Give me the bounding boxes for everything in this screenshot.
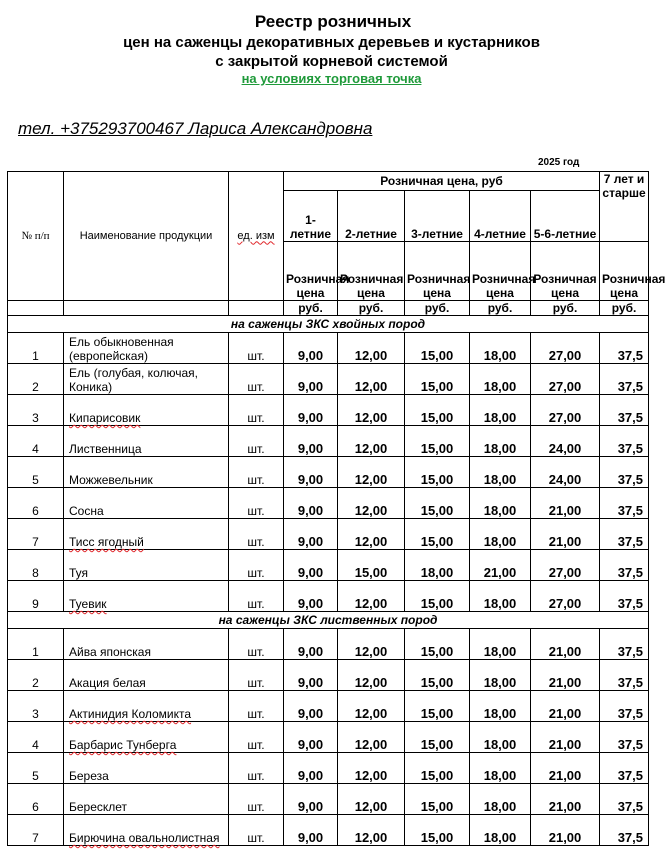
- row-number: 7: [8, 815, 64, 846]
- unit-cell: шт.: [229, 488, 284, 519]
- price-cell: 15,00: [405, 629, 470, 660]
- table-row: [8, 629, 649, 660]
- price-cell: 37,5: [600, 691, 649, 722]
- price-cell: 37,5: [600, 581, 649, 612]
- price-cell: 37,5: [600, 364, 649, 395]
- row-number: 4: [8, 426, 64, 457]
- price-cell: 15,00: [405, 426, 470, 457]
- unit-cell: шт.: [229, 815, 284, 846]
- unit-cell: шт.: [229, 550, 284, 581]
- price-cell: 9,00: [284, 457, 338, 488]
- document-title: [0, 12, 663, 87]
- contact-phone: тел. +375293700467 Лариса Александровна: [18, 119, 373, 138]
- price-cell: 15,00: [405, 519, 470, 550]
- header-age-5: 5-6-летние: [531, 191, 600, 242]
- price-cell: 37,5: [600, 457, 649, 488]
- price-cell: 18,00: [470, 722, 531, 753]
- price-cell: 9,00: [284, 395, 338, 426]
- price-cell: 15,00: [405, 364, 470, 395]
- table-row: [8, 426, 649, 457]
- table-row: [8, 519, 649, 550]
- price-cell: 12,00: [338, 333, 405, 364]
- price-cell: 18,00: [470, 629, 531, 660]
- price-cell: 15,00: [405, 395, 470, 426]
- header-unit-blank-1: [8, 301, 64, 316]
- price-cell: 12,00: [338, 784, 405, 815]
- price-cell: 9,00: [284, 426, 338, 457]
- price-cell: 15,00: [405, 581, 470, 612]
- section-title: на саженцы ЗКС лиственных пород: [8, 612, 649, 629]
- price-cell: 21,00: [531, 488, 600, 519]
- price-cell: 21,00: [531, 519, 600, 550]
- header-age-4: 4-летние: [470, 191, 531, 242]
- unit-cell: шт.: [229, 581, 284, 612]
- product-name: [64, 629, 229, 660]
- table-row: [8, 660, 649, 691]
- price-cell: 15,00: [405, 722, 470, 753]
- table-row: [8, 691, 649, 722]
- product-name-text: Туевик: [69, 597, 107, 611]
- product-name: [64, 457, 229, 488]
- title-line-1: Реестр розничных: [254, 12, 412, 31]
- price-cell: 12,00: [338, 488, 405, 519]
- currency-cell: руб.: [405, 301, 470, 316]
- unit-cell: шт.: [229, 722, 284, 753]
- price-cell: 37,5: [600, 519, 649, 550]
- product-name-text: Ель (голубая, колючая, Коника): [69, 366, 198, 394]
- price-cell: 12,00: [338, 660, 405, 691]
- price-cell: 27,00: [531, 550, 600, 581]
- price-cell: 24,00: [531, 426, 600, 457]
- price-cell: 37,5: [600, 722, 649, 753]
- price-cell: 18,00: [470, 488, 531, 519]
- header-sub-6: Розничная цена: [600, 242, 649, 301]
- price-cell: 37,5: [600, 753, 649, 784]
- table-row: [8, 550, 649, 581]
- price-cell: 37,5: [600, 815, 649, 846]
- header-sub-1: Розничная цена: [284, 242, 338, 301]
- header-age-2: 2-летние: [338, 191, 405, 242]
- currency-cell: руб.: [284, 301, 338, 316]
- price-cell: 21,00: [531, 691, 600, 722]
- product-name: [64, 550, 229, 581]
- product-name: [64, 395, 229, 426]
- price-cell: 21,00: [531, 815, 600, 846]
- section-header-row: [8, 316, 649, 333]
- currency-cell: руб.: [531, 301, 600, 316]
- price-cell: 21,00: [470, 550, 531, 581]
- product-name-text: Айва японская: [69, 645, 151, 659]
- price-cell: 37,5: [600, 395, 649, 426]
- price-cell: 9,00: [284, 629, 338, 660]
- unit-cell: шт.: [229, 333, 284, 364]
- product-name: [64, 488, 229, 519]
- product-name: [64, 519, 229, 550]
- row-number: 8: [8, 550, 64, 581]
- row-number: 6: [8, 784, 64, 815]
- unit-cell: шт.: [229, 691, 284, 722]
- row-number: 1: [8, 333, 64, 364]
- section-header-row: [8, 612, 649, 629]
- row-number: 2: [8, 660, 64, 691]
- product-name-text: Тисс ягодный: [69, 535, 144, 549]
- price-cell: 12,00: [338, 457, 405, 488]
- header-age-3: 3-летние: [405, 191, 470, 242]
- row-number: 7: [8, 519, 64, 550]
- currency-cell: руб.: [470, 301, 531, 316]
- table-row: [8, 333, 649, 364]
- product-name: [64, 815, 229, 846]
- price-cell: 12,00: [338, 629, 405, 660]
- header-unit-blank-2: [64, 301, 229, 316]
- product-name: [64, 784, 229, 815]
- unit-cell: шт.: [229, 457, 284, 488]
- price-cell: 18,00: [405, 550, 470, 581]
- price-cell: 12,00: [338, 519, 405, 550]
- product-name-text: Актинидия Коломикта: [69, 707, 192, 721]
- title-line-2: цен на саженцы декоративных деревьев и кустарников: [123, 34, 540, 51]
- price-cell: 15,00: [338, 550, 405, 581]
- price-cell: 24,00: [531, 457, 600, 488]
- price-cell: 9,00: [284, 550, 338, 581]
- product-name-text: Барбарис Тунберга: [69, 738, 177, 752]
- price-cell: 37,5: [600, 426, 649, 457]
- price-cell: 9,00: [284, 519, 338, 550]
- price-cell: 37,5: [600, 550, 649, 581]
- header-unit: [229, 172, 284, 301]
- product-name: [64, 753, 229, 784]
- price-cell: 12,00: [338, 426, 405, 457]
- price-cell: 9,00: [284, 581, 338, 612]
- price-cell: 18,00: [470, 519, 531, 550]
- header-age-6: 7 лет и старше: [600, 172, 649, 242]
- unit-cell: шт.: [229, 784, 284, 815]
- year-label: 2025 год: [538, 157, 580, 168]
- price-cell: 37,5: [600, 488, 649, 519]
- price-cell: 15,00: [405, 784, 470, 815]
- row-number: 5: [8, 753, 64, 784]
- price-cell: 18,00: [470, 426, 531, 457]
- header-sub-3: Розничная цена: [405, 242, 470, 301]
- row-number: 2: [8, 364, 64, 395]
- price-cell: 15,00: [405, 457, 470, 488]
- product-name: [64, 333, 229, 364]
- price-cell: 37,5: [600, 660, 649, 691]
- price-cell: 18,00: [470, 691, 531, 722]
- row-number: 6: [8, 488, 64, 519]
- section-title: на саженцы ЗКС хвойных пород: [8, 316, 649, 333]
- header-number: № п/п: [8, 172, 64, 301]
- price-cell: 9,00: [284, 815, 338, 846]
- price-cell: 37,5: [600, 784, 649, 815]
- price-cell: 9,00: [284, 691, 338, 722]
- product-name-text: Туя: [69, 566, 89, 580]
- price-cell: 9,00: [284, 488, 338, 519]
- product-name: [64, 426, 229, 457]
- unit-cell: шт.: [229, 660, 284, 691]
- table-row: [8, 457, 649, 488]
- header-sub-5: Розничная цена: [531, 242, 600, 301]
- row-number: 5: [8, 457, 64, 488]
- table-row: [8, 784, 649, 815]
- price-cell: 27,00: [531, 581, 600, 612]
- title-line-4: на условиях торговая точка: [241, 71, 422, 86]
- price-cell: 12,00: [338, 364, 405, 395]
- header-sub-4: Розничная цена: [470, 242, 531, 301]
- price-cell: 15,00: [405, 815, 470, 846]
- price-cell: 18,00: [470, 784, 531, 815]
- table-row: [8, 815, 649, 846]
- unit-cell: шт.: [229, 426, 284, 457]
- row-number: 9: [8, 581, 64, 612]
- price-cell: 27,00: [531, 333, 600, 364]
- product-name: [64, 581, 229, 612]
- price-cell: 18,00: [470, 364, 531, 395]
- price-cell: 37,5: [600, 333, 649, 364]
- price-cell: 9,00: [284, 333, 338, 364]
- price-cell: 12,00: [338, 815, 405, 846]
- price-cell: 12,00: [338, 691, 405, 722]
- price-cell: 9,00: [284, 784, 338, 815]
- table-row: [8, 753, 649, 784]
- price-cell: 21,00: [531, 722, 600, 753]
- product-name: [64, 660, 229, 691]
- currency-cell: руб.: [600, 301, 649, 316]
- price-cell: 9,00: [284, 660, 338, 691]
- product-name-text: Бересклет: [69, 800, 128, 814]
- product-name-text: Акация белая: [69, 676, 146, 690]
- price-cell: 18,00: [470, 457, 531, 488]
- product-name-text: Береза: [69, 769, 109, 783]
- price-cell: 18,00: [470, 753, 531, 784]
- unit-cell: шт.: [229, 519, 284, 550]
- price-cell: 27,00: [531, 395, 600, 426]
- price-cell: 12,00: [338, 753, 405, 784]
- table-row: [8, 581, 649, 612]
- price-cell: 15,00: [405, 691, 470, 722]
- price-cell: 21,00: [531, 753, 600, 784]
- table-row: [8, 722, 649, 753]
- unit-cell: шт.: [229, 395, 284, 426]
- price-cell: 18,00: [470, 815, 531, 846]
- header-unit-blank-3: [229, 301, 284, 316]
- table-row: [8, 488, 649, 519]
- product-name: [64, 722, 229, 753]
- table-row: [8, 364, 649, 395]
- price-cell: 21,00: [531, 660, 600, 691]
- price-cell: 9,00: [284, 753, 338, 784]
- header-sub-2: Розничная цена: [338, 242, 405, 301]
- price-cell: 18,00: [470, 660, 531, 691]
- price-cell: 12,00: [338, 395, 405, 426]
- product-name-text: Лиственница: [69, 442, 142, 456]
- price-cell: 12,00: [338, 581, 405, 612]
- price-cell: 18,00: [470, 581, 531, 612]
- price-cell: 37,5: [600, 629, 649, 660]
- product-name-text: Кипарисовик: [69, 411, 141, 425]
- table-row: [8, 395, 649, 426]
- row-number: 4: [8, 722, 64, 753]
- product-name-text: Бирючина овальнолистная: [69, 831, 220, 845]
- header-unit-text: ед. изм: [237, 229, 275, 242]
- price-cell: 27,00: [531, 364, 600, 395]
- price-cell: 12,00: [338, 722, 405, 753]
- product-name-text: Можжевельник: [69, 473, 153, 487]
- price-cell: 15,00: [405, 753, 470, 784]
- product-name-text: Ель обыкновенная (европейская): [69, 335, 174, 363]
- product-name: [64, 691, 229, 722]
- price-cell: 18,00: [470, 333, 531, 364]
- row-number: 1: [8, 629, 64, 660]
- row-number: 3: [8, 395, 64, 426]
- price-table: [7, 171, 665, 846]
- price-cell: 21,00: [531, 784, 600, 815]
- unit-cell: шт.: [229, 753, 284, 784]
- currency-cell: руб.: [338, 301, 405, 316]
- price-cell: 15,00: [405, 660, 470, 691]
- price-cell: 21,00: [531, 629, 600, 660]
- price-cell: 9,00: [284, 364, 338, 395]
- price-cell: 18,00: [470, 395, 531, 426]
- price-cell: 9,00: [284, 722, 338, 753]
- header-product-name: Наименование продукции: [64, 172, 229, 301]
- unit-cell: шт.: [229, 629, 284, 660]
- row-number: 3: [8, 691, 64, 722]
- price-cell: 15,00: [405, 488, 470, 519]
- price-cell: 15,00: [405, 333, 470, 364]
- header-age-1: 1-летние: [284, 191, 338, 242]
- product-name: [64, 364, 229, 395]
- unit-cell: шт.: [229, 364, 284, 395]
- product-name-text: Сосна: [69, 504, 104, 518]
- title-line-3: с закрытой корневой системой: [215, 53, 448, 70]
- header-retail-price: Розничная цена, руб: [284, 172, 600, 191]
